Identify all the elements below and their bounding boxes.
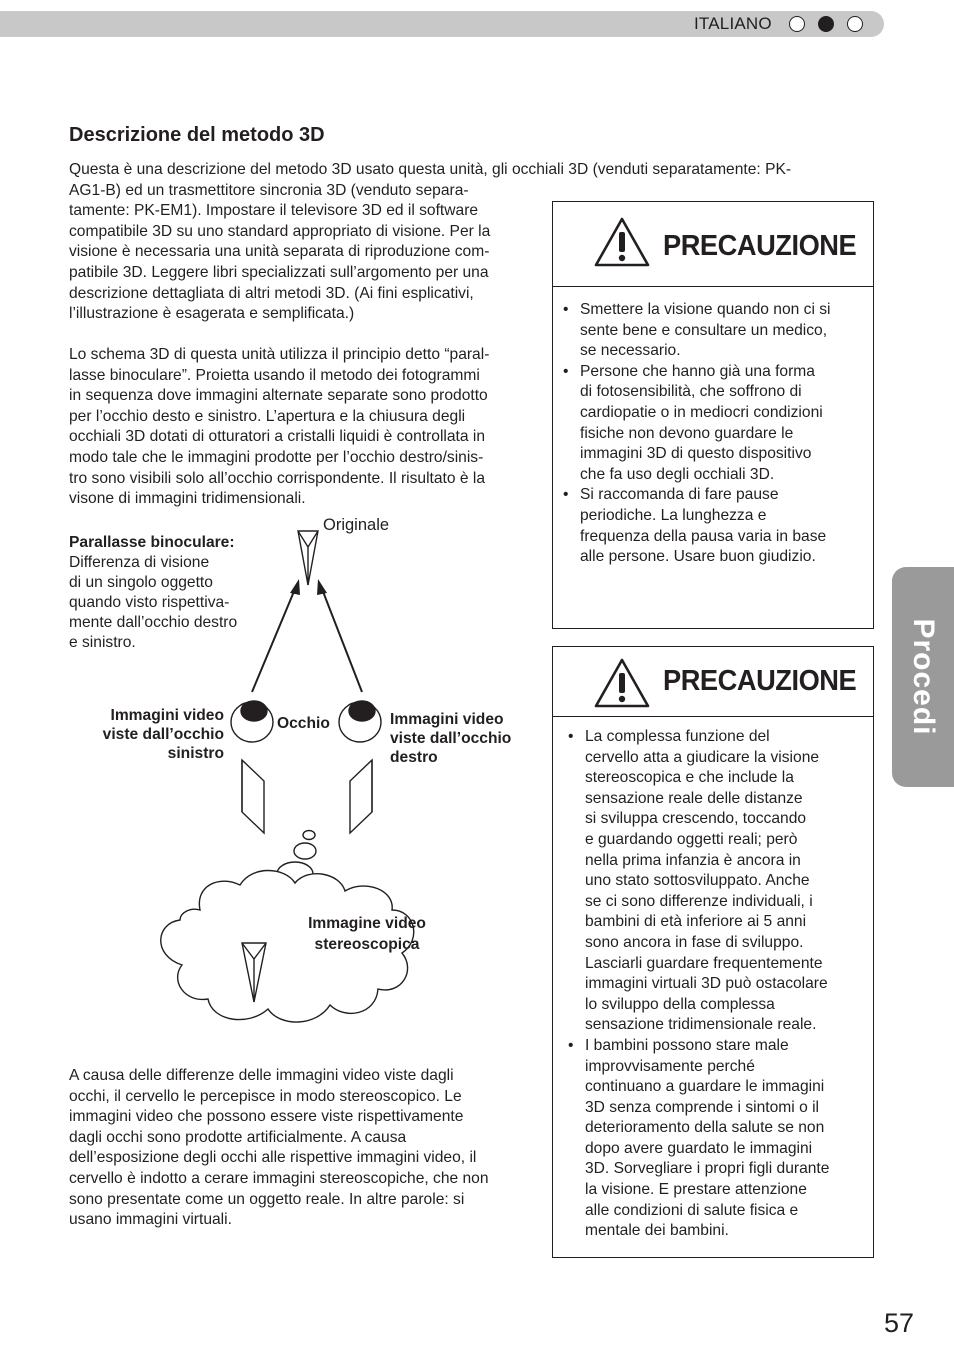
- list-item: [554, 300, 873, 362]
- text-line: immagini 3D di questo dispositivo: [580, 445, 812, 463]
- text-line: stereoscopica e che include la: [585, 769, 794, 787]
- text-line: se ci sono differenze individuali, i: [585, 892, 813, 910]
- section-tab[interactable]: [892, 567, 954, 787]
- list-item: [554, 362, 873, 486]
- warning-triangle-icon: [593, 216, 651, 268]
- text-line: viste dall’occhio: [102, 726, 224, 743]
- text-line: sensazione tridimensionale reale.: [585, 1016, 817, 1034]
- text-line: viste dall’occhio: [390, 730, 512, 747]
- text-line: AG1-B) ed un trasmettitore sincronia 3D (venduto separa-: [69, 181, 469, 199]
- text-line: usano immagini virtuali.: [69, 1211, 232, 1229]
- caution-box: [552, 201, 874, 629]
- text-line: e sinistro.: [69, 634, 136, 651]
- text-line: descrizione dettagliata di altri metodi 3D. (Ai fini esplicativi,: [69, 284, 474, 302]
- text-line: sinistro: [167, 745, 224, 762]
- text-line: • Smettere la visione quando non ci si: [580, 301, 831, 318]
- text-line: uno stato sottosviluppato. Anche: [585, 872, 810, 890]
- caution-title: PRECAUZIONE: [663, 665, 857, 697]
- text-line: se necessario.: [580, 342, 681, 360]
- text-line: visione è necessaria una unità separata di riproduzione com-: [69, 243, 490, 261]
- caution-list: [559, 727, 873, 1242]
- text-line: 3D senza comprende i sintomi o il: [585, 1098, 820, 1116]
- original-label: Originale: [323, 516, 390, 534]
- text-line: modo tale che le immagini prodotte per l’occhio destro/sinis-: [69, 448, 484, 466]
- text-line: occhiali 3D dotati di otturatori a cristalli liquidi è controllata in: [69, 428, 486, 446]
- text-line: alle condizioni di salute fisica e: [585, 1201, 799, 1219]
- page-indicator-dot: [847, 16, 863, 32]
- caution-title: PRECAUZIONE: [663, 230, 857, 262]
- right-eye-images-label: [390, 710, 511, 767]
- text-line: immagini virtuali 3D può ostacolare: [585, 975, 828, 993]
- text-line: cardiopatie o in mediocri condizioni: [580, 403, 823, 421]
- text-line: sono presentate come un oggetto reale. In altre parole: si: [69, 1190, 465, 1208]
- text-line: che fa uso degli occhiali 3D.: [580, 465, 775, 483]
- text-line: Immagini video: [110, 707, 224, 724]
- page-number: 57: [884, 1308, 915, 1338]
- text-line: lasse binoculare”. Proietta usando il metodo dei fotogrammi: [69, 366, 480, 384]
- text-line: sente bene e consultare un medico,: [580, 321, 828, 339]
- text-line: immagini video che possono essere viste rispettivamente: [69, 1108, 464, 1126]
- text-line: Differenza di visione: [69, 554, 210, 571]
- text-line: quando visto rispettiva-: [69, 594, 230, 611]
- text-line: fisiche non devono guardare le: [580, 424, 794, 442]
- text-line: sensazione reale delle distanze: [585, 789, 803, 807]
- left-sight-line: [252, 589, 295, 692]
- text-line: Lo schema 3D di questa unità utilizza il principio detto “paral-: [69, 346, 490, 363]
- text-line: improvvisamente perché: [585, 1057, 755, 1075]
- text-line: • I bambini possono stare male: [585, 1036, 789, 1054]
- text-line: si sviluppa crescendo, toccando: [585, 810, 807, 828]
- thought-bubble: [294, 843, 316, 859]
- text-line: occhi, il cervello le percepisce in modo stereoscopico. Le: [69, 1087, 462, 1105]
- stereoscopic-image-label: [292, 913, 442, 955]
- text-line: dell’esposizione degli occhi alle rispettive immagini video, il: [69, 1149, 477, 1167]
- text-line: dagli occhi sono prodotte artificialmente. A causa: [69, 1128, 407, 1146]
- text-line: 3D. Sorvegliare i propri figli durante: [585, 1160, 830, 1178]
- text-line: continuano a guardare le immagini: [585, 1078, 825, 1096]
- right-sight-line: [322, 589, 362, 692]
- caution-header: [553, 647, 873, 717]
- text-line: Immagine video: [308, 915, 426, 932]
- text-line: visone di immagini tridimensionali.: [69, 490, 306, 508]
- page-indicator-dot-active: [818, 16, 834, 32]
- text-line: tro sono visibili solo all’occhio corrispondente. Il risultato è la: [69, 469, 486, 487]
- text-line: in sequenza dove immagini alternate separate sono prodotto: [69, 387, 488, 405]
- text-line: lo sviluppo della complessa: [585, 995, 775, 1013]
- text-line: e guardando oggetti reali; però: [585, 830, 798, 848]
- left-eye-image-shape: [242, 760, 264, 833]
- text-line: per l’occhio desto e sinistro. L’apertura e la chiusura degli: [69, 407, 466, 425]
- text-line: dopo avere guardato le immagini: [585, 1139, 813, 1157]
- caution-header: [553, 202, 873, 287]
- text-line: Lasciarli guardare frequentemente: [585, 954, 823, 972]
- text-line: stereoscopica: [314, 936, 420, 953]
- caution-box: [552, 646, 874, 1258]
- text-line: mente dall’occhio destro: [69, 614, 238, 631]
- text-line: • Persone che hanno già una forma: [580, 362, 815, 380]
- text-line: la visione. E prestare attenzione: [585, 1181, 807, 1199]
- text-line: destro: [390, 749, 438, 766]
- caution-list: [554, 300, 873, 568]
- text-line: A causa delle differenze delle immagini video viste dagli: [69, 1067, 454, 1084]
- text-line: bambini di età inferiore ai 5 anni: [585, 913, 807, 931]
- schema-paragraph: [69, 345, 489, 510]
- text-line: • Si raccomanda di fare pause: [580, 486, 779, 504]
- thought-bubble: [303, 831, 315, 840]
- text-line: deterioramento della salute se non: [585, 1119, 825, 1137]
- text-line: Immagini video: [390, 711, 504, 728]
- list-item: [554, 485, 873, 567]
- page-indicator-dot: [789, 16, 805, 32]
- text-line: nella prima infanzia è ancora in: [585, 851, 801, 869]
- text-line: mentale dei bambini.: [585, 1222, 729, 1240]
- arrow-head: [317, 579, 327, 595]
- language-label: ITALIANO: [694, 14, 772, 33]
- left-eye-images-label: [60, 706, 224, 763]
- section-title: Descrizione del metodo 3D: [69, 124, 325, 146]
- eye-label: Occhio: [277, 715, 330, 732]
- section-tab-label: Procedi: [907, 618, 940, 736]
- text-line: tamente: PK-EM1). Impostare il televisore 3D ed il software: [69, 202, 479, 220]
- text-line: l’illustrazione è esagerata e semplificata.): [69, 305, 355, 323]
- text-line: Questa è una descrizione del metodo 3D usato questa unità, gli occhiali 3D (venduti separatamente: PK-: [69, 161, 792, 178]
- text-line: di fotosensibilità, che soffrono di: [580, 383, 802, 401]
- text-line: periodiche. La lunghezza e: [580, 506, 767, 524]
- text-line: di un singolo oggetto: [69, 574, 213, 591]
- text-line: cervello atta a giudicare la visione: [585, 748, 820, 766]
- text-line: • La complessa funzione del: [585, 728, 770, 745]
- list-item: [559, 1036, 873, 1242]
- parallax-description: [69, 533, 237, 653]
- list-item: [559, 727, 873, 1036]
- warning-triangle-icon: [593, 657, 651, 709]
- text-line: frequenza della pausa varia in base: [580, 527, 827, 545]
- text-line: alle persone. Usare buon giudizio.: [580, 548, 816, 566]
- text-line: cervello è indotto a cerare immagini stereoscopiche, che non: [69, 1169, 489, 1187]
- text-line: patibile 3D. Leggere libri specializzati sull’argomento per una: [69, 263, 489, 281]
- text-line: sono ancora in fase di sviluppo.: [585, 933, 804, 951]
- right-eye-image-shape: [350, 760, 372, 833]
- arrow-head: [290, 579, 300, 595]
- parallax-title: Parallasse binoculare:: [69, 534, 235, 551]
- conclusion-paragraph: [69, 1066, 489, 1231]
- text-line: compatibile 3D su uno standard appropriato di visione. Per la: [69, 222, 491, 240]
